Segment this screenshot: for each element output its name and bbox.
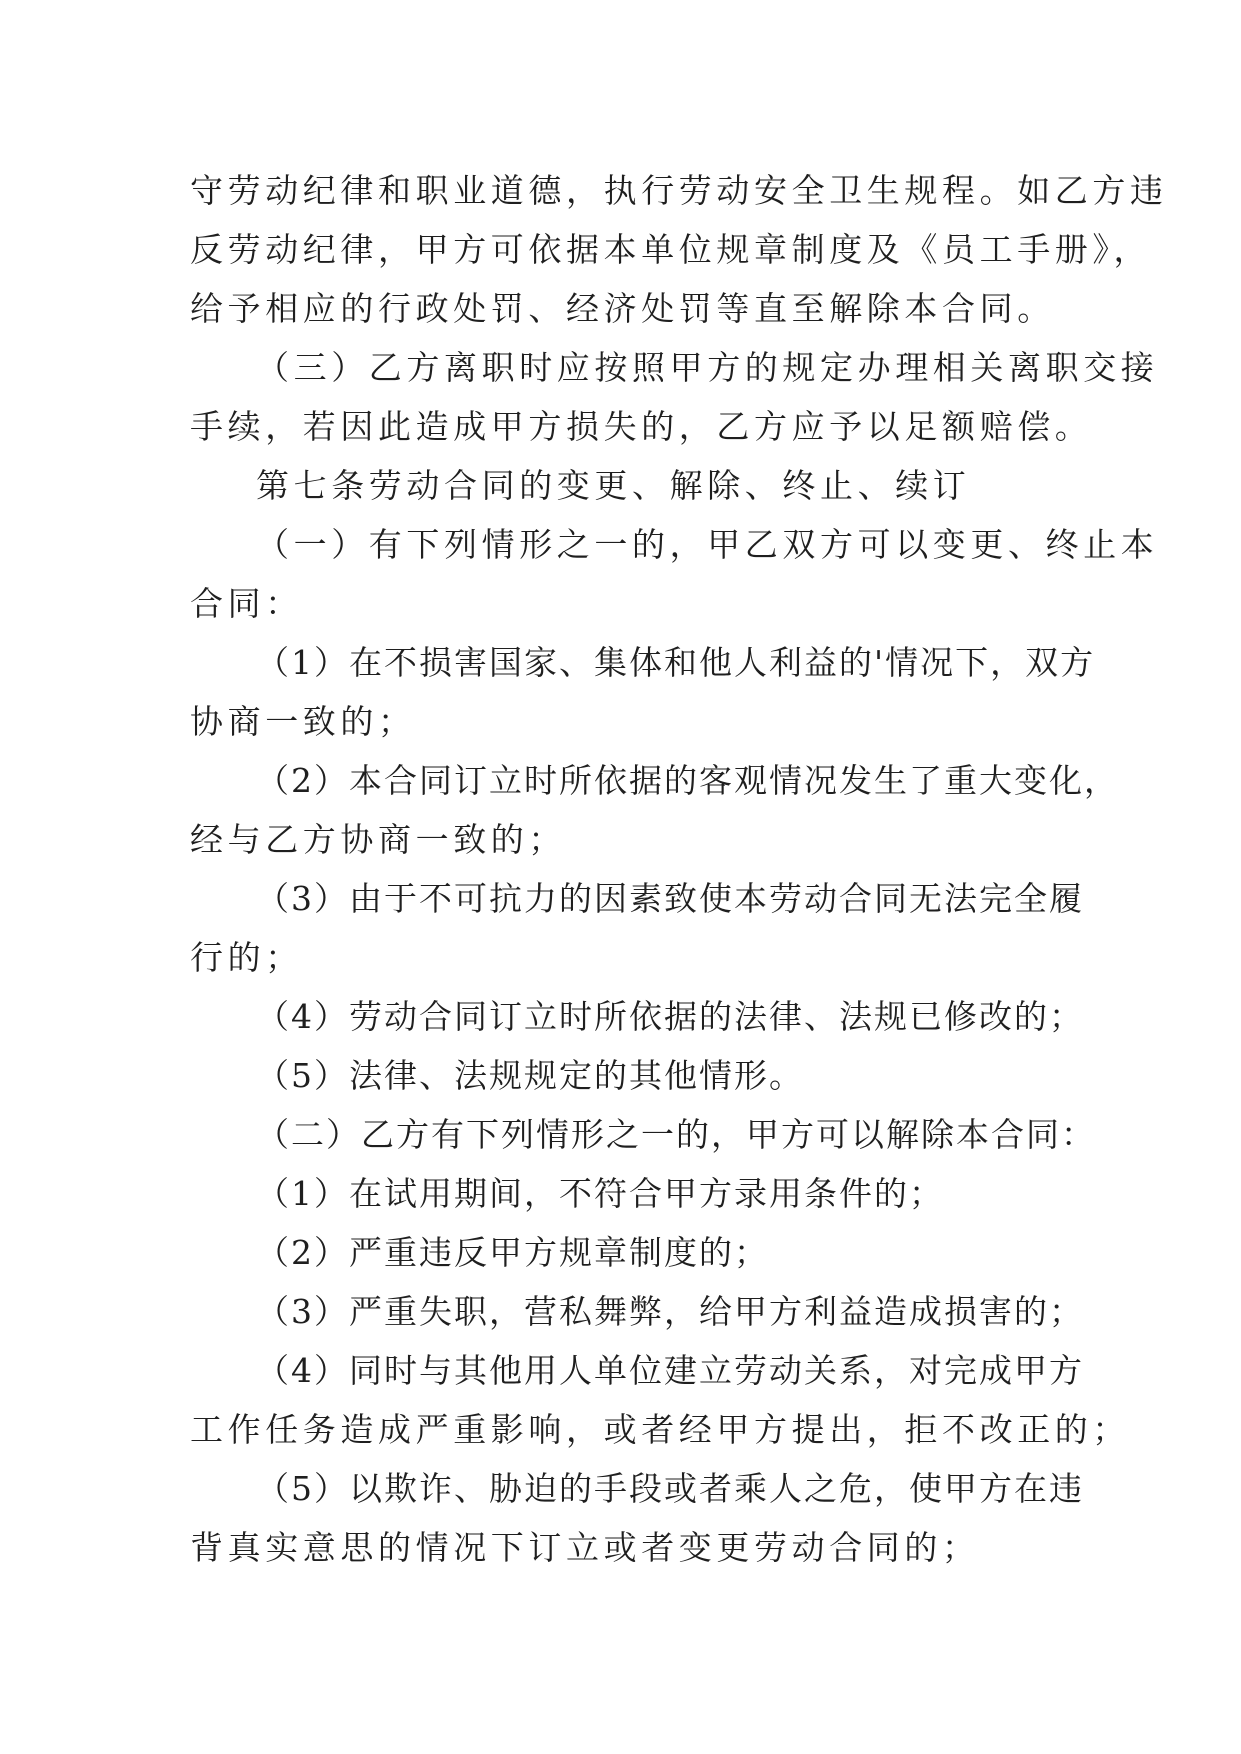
text-line: 背真实意思的情况下订立或者变更劳动合同的； — [190, 1528, 980, 1567]
text-line: （1）在试用期间，不符合甲方录用条件的； — [256, 1174, 944, 1213]
text-line: （4）劳动合同订立时所依据的法律、法规已修改的； — [256, 997, 1084, 1036]
text-line: （3）由于不可抗力的因素致使本劳动合同无法完全履 — [256, 879, 1084, 918]
text-line: （2）本合同订立时所依据的客观情况发生了重大变化， — [256, 761, 1119, 800]
article-heading: 第七条劳动合同的变更、解除、终止、续订 — [256, 466, 971, 505]
text-line: 反劳动纪律，甲方可依据本单位规章制度及《员工手册》， — [190, 230, 1152, 269]
text-line: 手续，若因此造成甲方损失的，乙方应予以足额赔偿。 — [190, 407, 1093, 446]
document-body — [190, 161, 1168, 1577]
text-line: （一）有下列情形之一的，甲乙双方可以变更、终止本 — [256, 525, 1159, 564]
text-line: （5）法律、法规规定的其他情形。 — [256, 1056, 804, 1095]
text-line: （5）以欺诈、胁迫的手段或者乘人之危，使甲方在违 — [256, 1469, 1084, 1508]
text-line: 合同： — [190, 584, 303, 623]
text-line: 协商一致的； — [190, 702, 416, 741]
text-line: 经与乙方协商一致的； — [190, 820, 566, 859]
text-line: （2）严重违反甲方规章制度的； — [256, 1233, 769, 1272]
text-line: （三）乙方离职时应按照甲方的规定办理相关离职交接 — [256, 348, 1159, 387]
text-line: （二）乙方有下列情形之一的，甲方可以解除本合同： — [256, 1115, 1096, 1154]
text-line: （4）同时与其他用人单位建立劳动关系，对完成甲方 — [256, 1351, 1084, 1390]
text-line: 工作任务造成严重影响，或者经甲方提出，拒不改正的； — [190, 1410, 1130, 1449]
text-line: 守劳动纪律和职业道德，执行劳动安全卫生规程。如乙方违 — [190, 171, 1168, 210]
text-line: 给予相应的行政处罚、经济处罚等直至解除本合同。 — [190, 289, 1055, 328]
text-line: （1）在不损害国家、集体和他人利益的'情况下，双方 — [256, 643, 1096, 682]
text-line: 行的； — [190, 938, 303, 977]
text-line: （3）严重失职，营私舞弊，给甲方利益造成损害的； — [256, 1292, 1084, 1331]
